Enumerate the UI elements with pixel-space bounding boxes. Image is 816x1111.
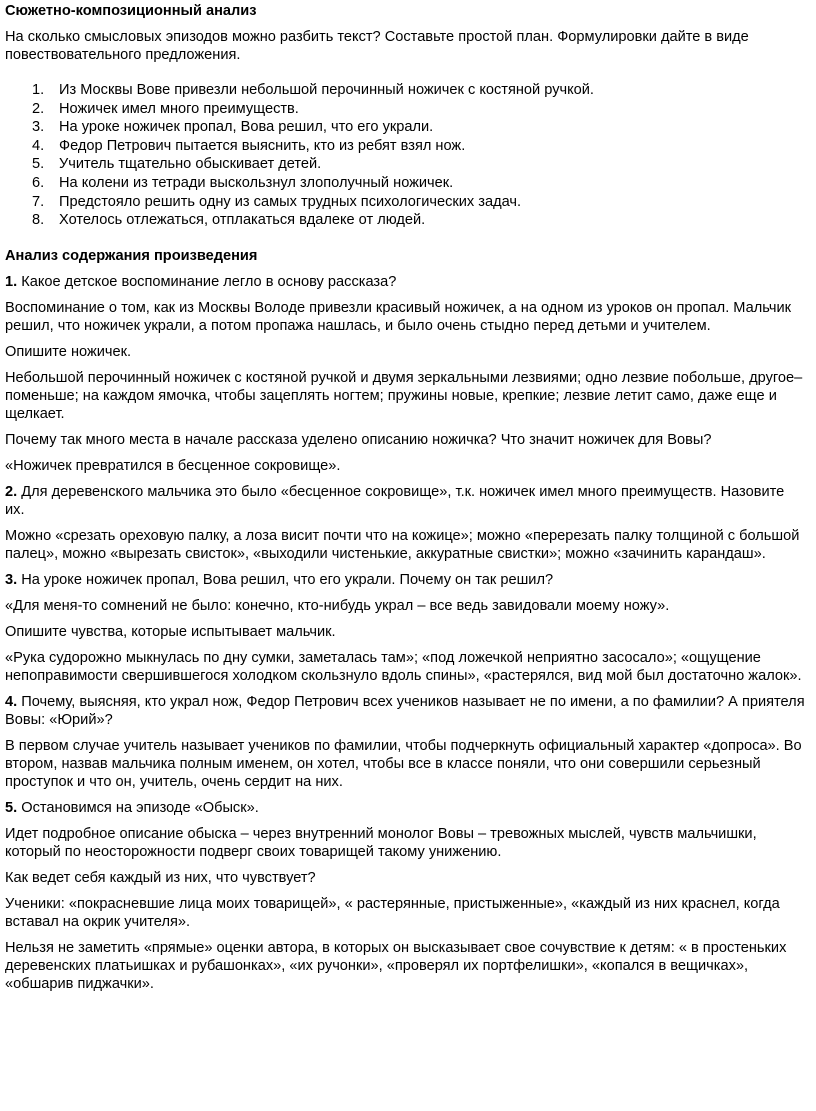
plan-item-number: 2. [32,100,45,117]
plan-item-number: 8. [32,212,45,229]
plan-item [32,118,806,137]
plan-item-number: 6. [32,174,45,191]
plan-task-text: На сколько смысловых эпизодов можно разбить текст? Составьте простой план. Формулировки дайте в виде повествовательного предложения. [5,29,749,63]
answer-paragraph: Идет подробное описание обыска – через внутренний монолог Вовы – тревожных мыслей, чувств мальчишки, который по неосторожности подверг своих товарищей такому унижению. [5,825,757,860]
question-4 [5,693,806,729]
plan-item-text: Федор Петрович пытается выяснить, кто из ребят взял нож. [59,137,466,154]
plan-item-text: Ножичек имел много преимуществ. [59,100,299,117]
plan-item-text: Учитель тщательно обыскивает детей. [59,156,322,173]
question-3 [5,571,806,589]
question-paragraph: Как ведет себя каждый из них, что чувствует? [5,869,316,886]
plan-item [32,211,806,230]
question-paragraph: Опишите чувства, которые испытывает мальчик. [5,623,336,640]
section-title-plot-analysis: Сюжетно-композиционный анализ [5,3,257,19]
answer-paragraph: Нельзя не заметить «прямые» оценки автора, в которых он высказывает свое сочувствие к детям: « в простеньких деревенских платьишках и рубашонках», «их ручонки», «проверял их портфелишки», «копался в вещичках», «обшарив пиджачки». [5,939,787,992]
plan-item-text: Из Москвы Вове привезли небольшой перочинный ножичек с костяной ручкой. [59,82,594,98]
question-text: На уроке ножичек пропал, Вова решил, что его украли. Почему он так решил? [17,571,554,588]
question-number: 1. [5,273,18,290]
plan-item [32,155,806,174]
question-paragraph: Опишите ножичек. [5,343,132,360]
question-1 [5,273,806,291]
answer-paragraph: «Рука судорожно мыкнулась по дну сумки, заметалась там»; «под ложечкой неприятно засосало»; «ощущение непоправимости свершившегося холодком скользнуло вдоль спины», «растерялся, вид мой был достаточно жалок». [5,649,802,684]
question-text: Какое детское воспоминание легло в основу рассказа? [17,273,397,290]
answer-paragraph: «Ножичек превратился в бесценное сокровище». [5,457,341,474]
answer-paragraph: Небольшой перочинный ножичек с костяной ручкой и двумя зеркальными лезвиями; одно лезвие побольше, другое– поменьше; на каждом ямочка, чтобы зацеплять ногтем; пружины новые, крепкие; лезвие летит само, даже еще и щелкает. [5,369,803,422]
answer-paragraph: Воспоминание о том, как из Москвы Володе привезли красивый ножичек, а на одном из уроков он пропал. Мальчик решил, что ножичек украли, а потом пропажа нашлась, и было очень стыдно перед детьми и учителем. [5,299,792,334]
question-text: Остановимся на эпизоде «Обыск». [17,799,259,816]
answer-paragraph: Ученики: «покрасневшие лица моих товарищей», « растерянные, пристыженные», «каждый из них краснел, когда вставал на окрик учителя». [5,895,780,930]
section-title-content-analysis: Анализ содержания произведения [5,247,258,264]
question-paragraph: Почему так много места в начале рассказа уделено описанию ножичка? Что значит ножичек для Вовы? [5,431,712,448]
plan-item [32,100,806,119]
plan-item-text: На уроке ножичек пропал, Вова решил, что его украли. [59,119,434,136]
plan-list [5,81,806,230]
question-number: 3. [5,571,18,588]
plan-item-text: Предстояло решить одну из самых трудных психологических задач. [59,193,522,210]
question-text: Для деревенского мальчика это было «бесценное сокровище», т.к. ножичек имел много преимуществ. Назовите их. [5,483,785,518]
plan-item-text: На колени из тетради выскользнул злополучный ножичек. [59,174,454,191]
plan-item [32,137,806,156]
plan-item [32,81,806,100]
plan-item-number: 3. [32,119,45,136]
plan-item-number: 1. [32,82,45,98]
question-text: Почему, выясняя, кто украл нож, Федор Петрович всех учеников называет не по имени, а по фамилии? А приятеля Вовы: «Юрий»? [5,693,805,728]
plan-item [32,193,806,212]
question-number: 4. [5,693,18,710]
answer-paragraph: Можно «срезать ореховую палку, а лоза висит почти что на кожице»; можно «перерезать палку толщиной с большой палец», можно «вырезать свисток», «выходили чистенькие, аккуратные свистки»; можно «зачинить карандаш». [5,527,800,562]
question-number: 2. [5,483,18,500]
answer-paragraph: В первом случае учитель называет учеников по фамилии, чтобы подчеркнуть официальный характер «допроса». Во втором, назвав мальчика полным именем, он хотел, чтобы все в классе поняли, что они совершили серьезный проступок и что он, учитель, очень сердит на них. [5,737,802,790]
answer-paragraph: «Для меня-то сомнений не было: конечно, кто-нибудь украл – все ведь завидовали моему ножу». [5,597,670,614]
question-5 [5,799,806,817]
question-number: 5. [5,799,18,816]
plan-item [32,174,806,193]
plan-item-number: 7. [32,193,45,210]
plan-item-number: 4. [32,137,45,154]
question-2 [5,483,806,519]
plan-item-text: Хотелось отлежаться, отплакаться вдалеке от людей. [59,212,426,229]
plan-item-number: 5. [32,156,45,173]
